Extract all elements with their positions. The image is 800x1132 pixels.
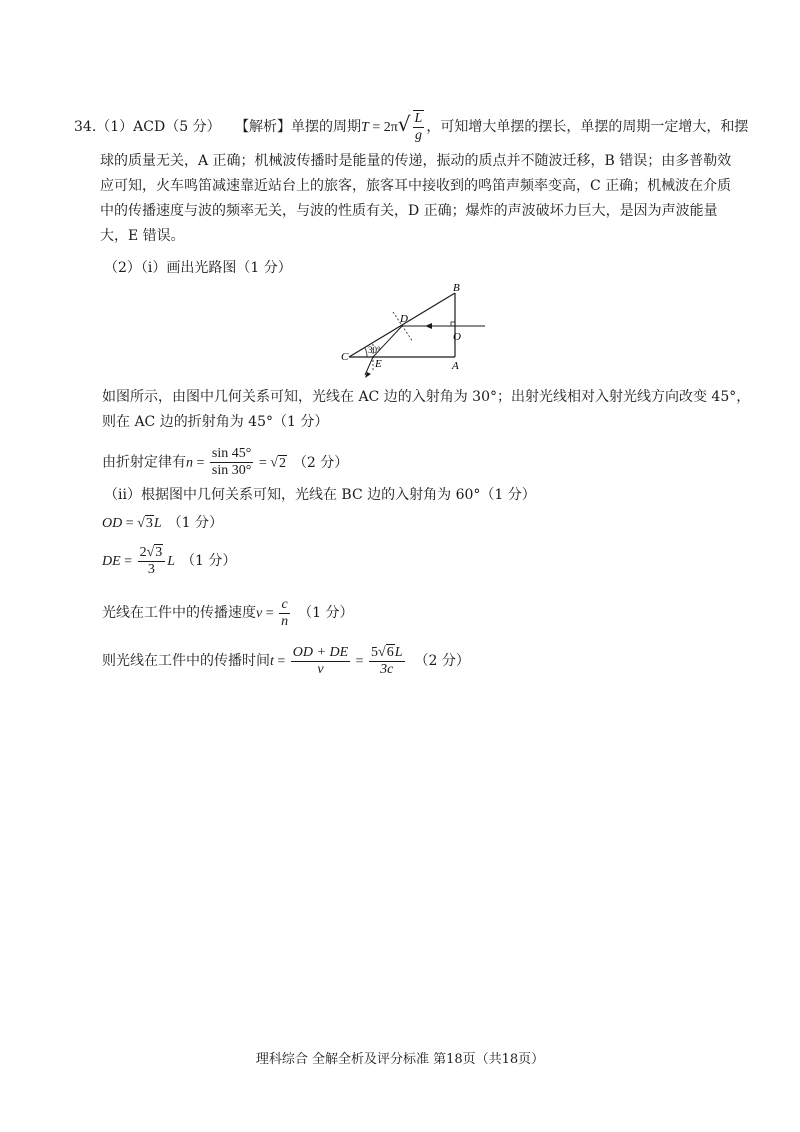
question-label: 34.（1）ACD（5 分） [74, 119, 221, 135]
label-d: D [400, 313, 408, 325]
page-footer: 理科综合 全解全析及评分标准 第18页（共18页） [255, 1052, 545, 1067]
period-eq: = 2π [368, 120, 398, 135]
od-score: （1 分） [167, 515, 223, 531]
refraction-law-line: 由折射定律有n = $\frac{\sin 45^\circ}{\sin 30^\circ}$ = √2 （2 分） [102, 446, 349, 478]
gravity-symbol: g [414, 128, 422, 143]
de-symbol: DE [102, 554, 121, 569]
de-denominator: 3 [147, 562, 155, 577]
label-a: A [452, 360, 459, 372]
od-length: L [153, 516, 162, 531]
light-path-diagram [335, 280, 495, 380]
speed-fraction [279, 597, 290, 630]
desc-line-1: 如图所示，由图中几何关系可知，光线在 AC 边的入射角为 30°；出射光线相对入射光线方向改变 45°， [102, 389, 751, 405]
time-eq-2: = [352, 654, 368, 669]
time-numerator-1: OD + DE [292, 644, 349, 660]
label-o: O [453, 331, 461, 343]
od-line [102, 513, 223, 534]
speed-intro: 光线在工件中的传播速度 [102, 605, 256, 621]
od-symbol: OD [102, 516, 123, 531]
pendulum-intro: 单摆的周期 [291, 119, 362, 135]
time-symbol: t [270, 654, 274, 669]
de-eq: = [120, 554, 136, 569]
refraction-result-prefix: = √ [255, 455, 278, 471]
sqrt-sign: √ [397, 112, 411, 136]
speed-eq: = [262, 606, 278, 621]
answer-line-2: 球的质量无关，A 正确；机械波传播时是能量的传递，振动的质点并不随波迁移，B 错误；由多普勒效 [100, 153, 732, 169]
speed-symbol: v [256, 606, 263, 621]
de-numerator: 2√3 [138, 544, 166, 562]
label-angle: 30° [368, 345, 381, 355]
edge-cb [349, 293, 455, 357]
de-length: L [167, 554, 176, 569]
answer-line-5: 大，E 错误。 [100, 228, 185, 244]
analysis-tag: 【解析】 [235, 119, 292, 135]
right-angle-mark [451, 322, 455, 326]
time-intro: 则光线在工件中的传播时间 [102, 653, 270, 669]
time-eq: = [273, 654, 289, 669]
period-fraction [413, 110, 425, 144]
answer-line-4: 中的传播速度与波的频率无关，与波的性质有关，D 正确；爆炸的声波破坏力巨大，是因为声波能量 [100, 203, 718, 219]
od-eq: = √ [122, 516, 145, 531]
label-b: B [453, 282, 460, 294]
time-numerator-2: 5√6L [371, 645, 403, 660]
time-fraction-1 [291, 645, 350, 678]
part2-ii-heading: （ii）根据图中几何关系可知，光线在 BC 边的入射角为 60°（1 分） [104, 487, 536, 503]
desc-line-2: 则在 AC 边的折射角为 45°（1 分） [102, 414, 329, 430]
speed-line [102, 594, 353, 633]
de-line [102, 542, 236, 581]
sine-numerator: sin 45° [211, 446, 252, 461]
time-denominator-2: 3c [380, 662, 394, 677]
exit-ray [365, 357, 373, 375]
de-score: （1 分） [181, 553, 237, 569]
time-denominator-1: v [317, 661, 324, 677]
part2-i-heading: （2）（i）画出光路图（1 分） [104, 260, 292, 276]
refraction-result-radicand: 2 [278, 455, 286, 471]
label-c: C [341, 351, 349, 363]
refraction-intro: 由折射定律有 [102, 454, 186, 471]
sine-ratio [210, 446, 253, 479]
angle-arc [365, 348, 367, 357]
refraction-score: （2 分） [292, 454, 349, 471]
speed-denominator: n [281, 613, 289, 629]
sine-denominator: sin 30° [211, 463, 252, 478]
answer-line-1 [74, 110, 748, 144]
de-fraction [138, 544, 166, 578]
answer-line-3: 应可知，火车鸣笛减速靠近站台上的旅客，旅客耳中接收到的鸣笛声频率变高，C 正确；机械波在介质 [100, 178, 732, 194]
incident-arrow [425, 323, 432, 329]
od-radicand: 3 [145, 516, 153, 531]
period-symbol: T [361, 120, 369, 135]
pendulum-conclusion: ，可知增大单摆的摆长，单摆的周期一定增大，和摆 [426, 119, 749, 135]
label-e: E [375, 358, 382, 370]
time-score: （2 分） [414, 653, 470, 669]
speed-numerator: c [279, 597, 290, 614]
index-symbol: n [186, 455, 193, 471]
time-fraction-2 [369, 644, 404, 678]
length-symbol: L [414, 111, 423, 126]
time-line [102, 642, 470, 681]
speed-score: （1 分） [298, 605, 354, 621]
